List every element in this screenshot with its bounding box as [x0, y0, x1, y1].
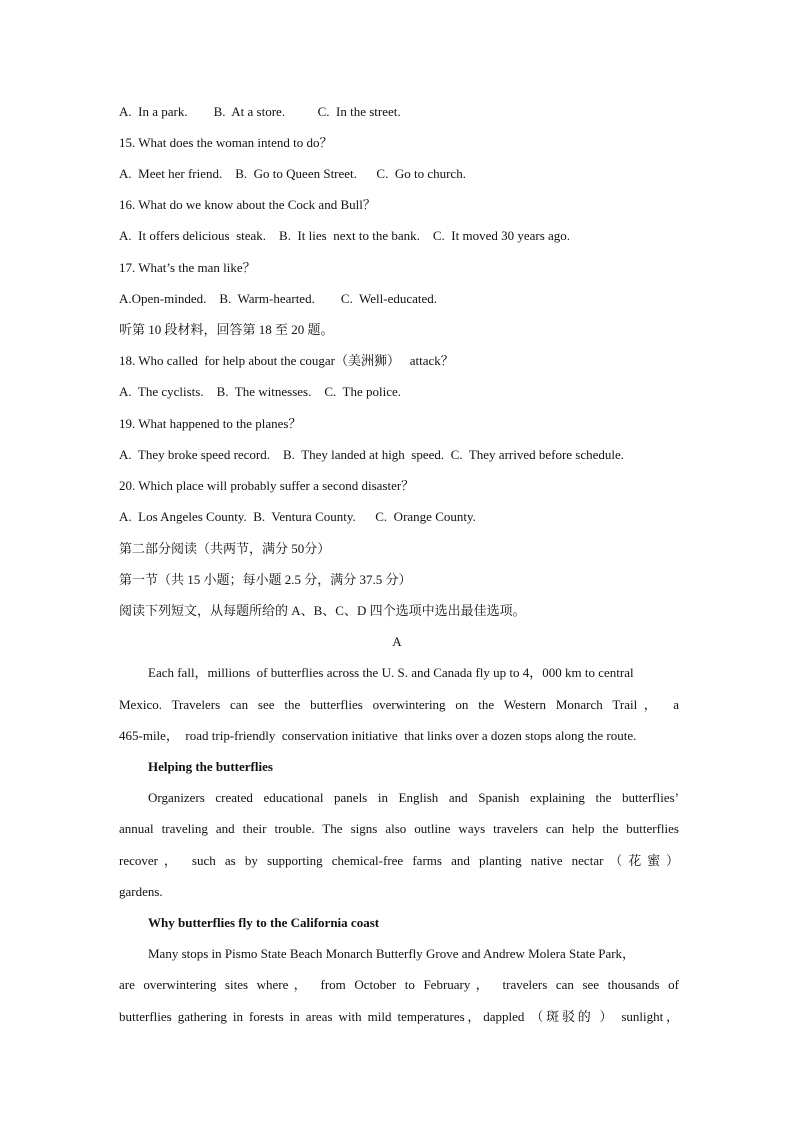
passage-paragraph-line: gardens. [119, 884, 163, 899]
question-19: 19. What happened to the planes？ [119, 416, 302, 431]
question-16: 16. What do we know about the Cock and Bull？ [119, 197, 376, 212]
passage-paragraph-line: 465-mile， road trip-friendly conservation initiative that links over a dozen stops along the route. [119, 728, 637, 743]
passage-paragraph-line: Each fall，millions of butterflies across the U. S. and Canada fly up to 4，000 km to central [148, 665, 634, 680]
passage-paragraph-line: butterflies gathering in forests in areas with mild temperatures，dappled （斑驳的 ） sunlight， [119, 1009, 679, 1024]
answer-options-q18: A. The cyclists. B. The witnesses. C. The police. [119, 384, 401, 399]
question-18: 18. Who called for help about the cougar（美洲狮） attack？ [119, 353, 454, 368]
part-two-heading: 第二部分阅读（共两节，满分 50分） [119, 541, 331, 556]
answer-options-q19: A. They broke speed record. B. They landed at high speed. C. They arrived before schedule. [119, 447, 625, 462]
passage-paragraph-line: Many stops in Pismo State Beach Monarch Butterfly Grove and Andrew Molera State Park， [148, 946, 636, 961]
passage-paragraph-line: Mexico. Travelers can see the butterflies overwintering on the Western Monarch Trail， a [119, 697, 679, 712]
reading-instruction: 阅读下列短文，从每题所给的 A、B、C、D 四个选项中选出最佳选项。 [119, 603, 526, 618]
subheading-why-butterflies: Why butterflies fly to the California coast [148, 915, 380, 930]
passage-paragraph-line: Organizers created educational panels in English and Spanish explaining the butterflies’ [148, 790, 679, 805]
question-15: 15. What does the woman intend to do？ [119, 135, 333, 150]
section-instruction-10: 听第 10 段材料，回答第 18 至 20 题。 [119, 322, 334, 337]
passage-paragraph-line: recover， such as by supporting chemical-free farms and planting native nectar（花蜜） [119, 853, 679, 868]
subheading-helping: Helping the butterflies [148, 759, 273, 774]
section-one-heading: 第一节（共 15 小题；每小题 2.5 分，满分 37.5 分） [119, 572, 412, 587]
answer-options-q15: A. Meet her friend. B. Go to Queen Street. C. Go to church. [119, 166, 466, 181]
answer-options-q20: A. Los Angeles County. B. Ventura County. C. Orange County. [119, 509, 476, 524]
answer-options-q17: A.Open-minded. B. Warm-hearted. C. Well-educated. [119, 291, 438, 306]
question-20: 20. Which place will probably suffer a second disaster？ [119, 478, 415, 493]
passage-label: A [392, 634, 402, 649]
passage-paragraph-line: annual traveling and their trouble. The signs also outline ways travelers can help the butterflies [119, 821, 679, 836]
question-17: 17. What’s the man like？ [119, 260, 256, 275]
answer-options-q14: A. In a park. B. At a store. C. In the street. [119, 104, 401, 119]
passage-paragraph-line: are overwintering sites where， from October to February， travelers can see thousands of [119, 977, 679, 992]
answer-options-q16: A. It offers delicious steak. B. It lies next to the bank. C. It moved 30 years ago. [119, 228, 571, 243]
